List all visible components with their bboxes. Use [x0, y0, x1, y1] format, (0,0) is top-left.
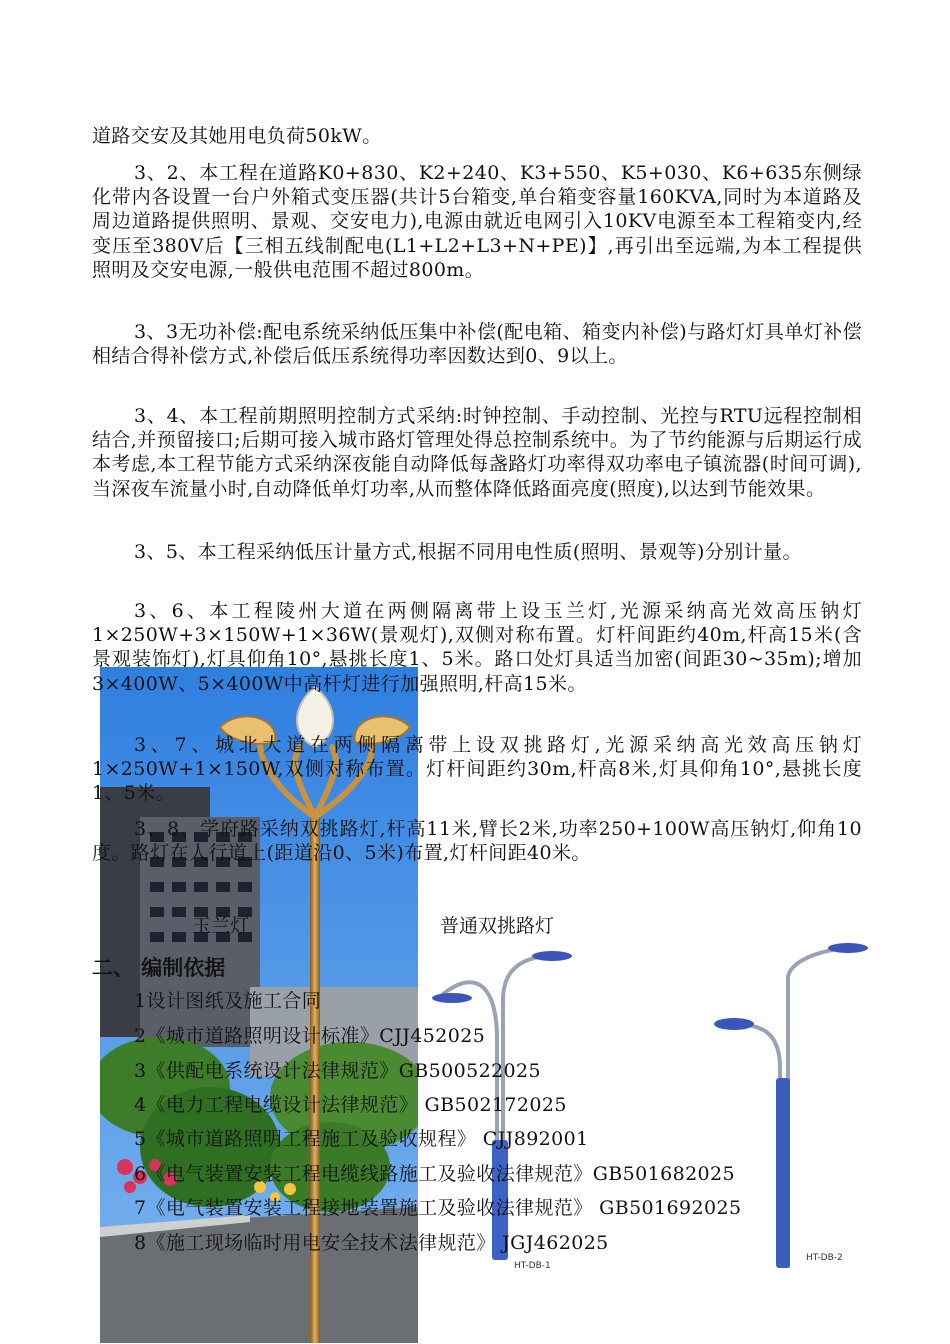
paragraph-3-7: 3、7、城北大道在两侧隔离带上设双挑路灯,光源采纳高光效高压钠灯1×250W+1×150W,双侧对称布置。灯杆间距约30m,杆高8米,灯具仰角10°,悬挑长度1、5米。 [92, 734, 862, 805]
paragraph-3-5: 3、5、本工程采纳低压计量方式,根据不同用电性质(照明、景观等)分别计量。 [134, 541, 802, 563]
caption-yulan: 玉兰灯 [192, 915, 250, 937]
reference-item: 3《供配电系统设计法律规范》GB500522025 [134, 1060, 542, 1082]
lamp1-tag: HT-DB-1 [514, 1261, 551, 1270]
reference-item: 7《电气装置安装工程接地装置施工及验收法律规范》 GB501692025 [134, 1197, 742, 1219]
reference-item: 8《施工现场临时用电安全技术法律规范》 JGJ462025 [134, 1232, 609, 1254]
reference-item: 4《电力工程电缆设计法律规范》 GB502172025 [134, 1094, 567, 1116]
paragraph-3-8: 3、8、学府路采纳双挑路灯,杆高11米,臂长2米,功率250+100W高压钠灯,仰角10度。路灯在人行道上(距道沿0、5米)布置,灯杆间距40米。 [92, 818, 862, 865]
caption-double-arm: 普通双挑路灯 [440, 915, 555, 937]
reference-item: 6《电气装置安装工程电缆线路施工及验收法律规范》GB501682025 [134, 1163, 736, 1185]
reference-item: 2《城市道路照明设计标准》CJJ452025 [134, 1025, 486, 1047]
paragraph-3-2: 3、2、本工程在道路K0+830、K2+240、K3+550、K5+030、K6+635东侧绿化带内各设置一台户外箱式变压器(共计5台箱变,单台箱变容量160KVA,同时为本道路及周边道路提供照明、景观、交安电力),电源由就近电网引入10KV电源至本工程箱变内,经变压至380V后【三相五线制配电(L1+L2+L3+N+PE)】,再引出至远端,为本工程提供照明及交安电源,一般供电范围不超过800m。 [92, 162, 862, 281]
paragraph-3-4: 3、4、本工程前期照明控制方式采纳:时钟控制、手动控制、光控与RTU远程控制相结合,并预留接口;后期可接入城市路灯管理处得总控制系统中。为了节约能源与后期运行成本考虑,本工程节能方式采纳深夜能自动降低每盏路灯功率得双功率电子镇流器(时间可调),当深夜车流量小时,自动降低单灯功率,从而整体降低路面亮度(照度),以达到节能效果。 [92, 405, 862, 500]
lamp2-tag: HT-DB-2 [806, 1253, 843, 1263]
paragraph-3-3: 3、3无功补偿:配电系统采纳低压集中补偿(配电箱、箱变内补偿)与路灯灯具单灯补偿相结合得补偿方式,补偿后低压系统得功率因数达到0、9以上。 [92, 321, 862, 368]
reference-item: 1设计图纸及施工合同 [134, 990, 322, 1012]
reference-item: 5《城市道路照明工程施工及验收规程》 CJJ892001 [134, 1128, 589, 1150]
paragraph-3-6: 3、6、本工程陵州大道在两侧隔离带上设玉兰灯,光源采纳高光效高压钠灯 1×250W+3×150W+1×36W(景观灯),双侧对称布置。灯杆间距约40m,杆高15米(含景观装饰灯),灯具仰角10°,悬挑长度1、5米。路口处灯具适当加密(间距30~35m);增加3×400W、5×400W中高杆灯进行加强照明,杆高15米。 [92, 600, 862, 695]
section-heading: 二、 编制依据 [92, 956, 226, 980]
paragraph-intro: 道路交安及其她用电负荷50kW。 [92, 125, 382, 147]
